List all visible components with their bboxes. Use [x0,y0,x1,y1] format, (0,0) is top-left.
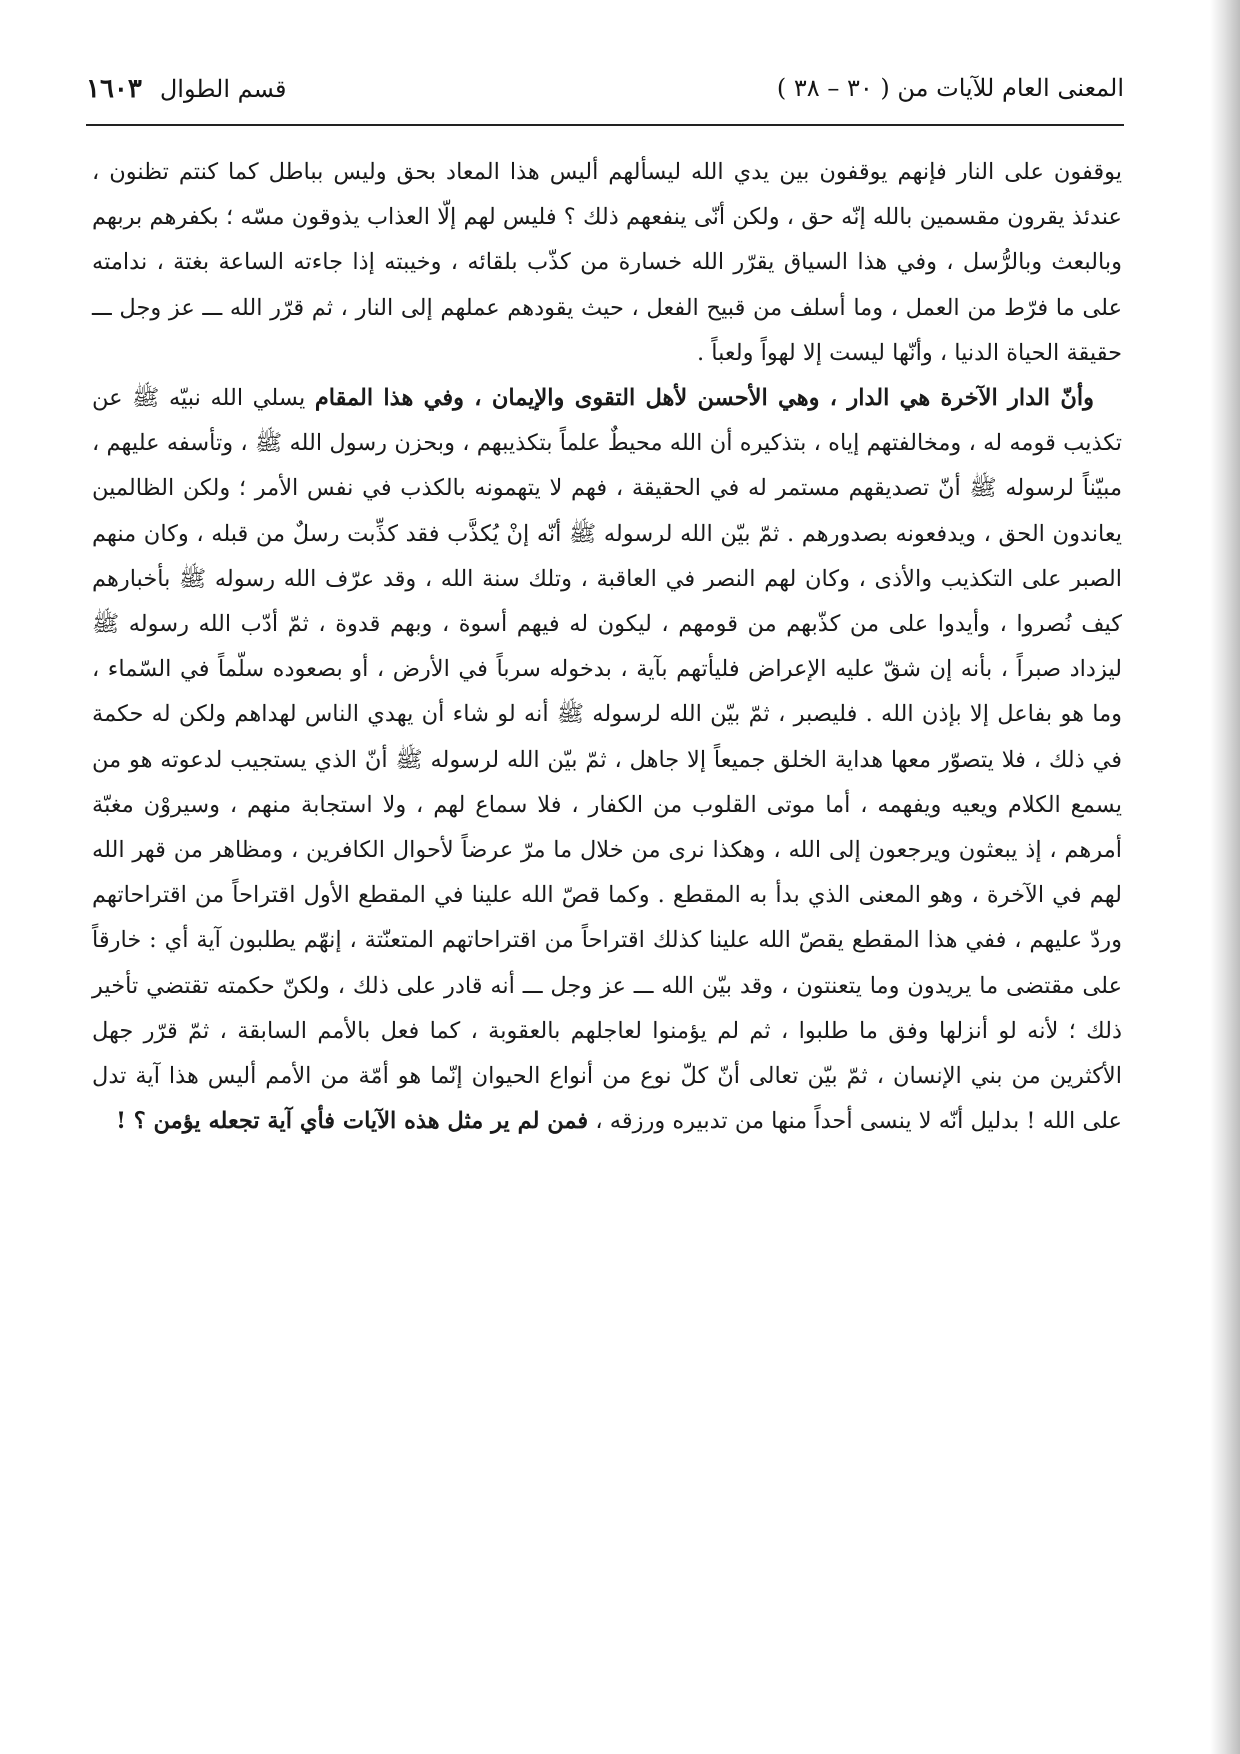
header-section-label: قسم الطوال [159,75,287,103]
paragraph-2-text: يسلي الله نبيّه ﷺ عن تكذيب قومه له ، ومخالفتهم إياه ، بتذكيره أن الله محيطٌ علماً بتكذيبهم ، وبحزن رسول الله ﷺ ، وتأسفه عليهم ، مبيّناً لرسوله ﷺ أنّ تصديقهم مستمر له في الحقيقة ، فهم لا يتهمونه بالكذب في نفس الأمر ؛ ولكن الظالمين يعاندون الحق ، ويدفعونه بصدورهم . ثمّ بيّن الله لرسوله ﷺ أنّه إنْ يُكذَّب فقد كذِّبت رسلٌ من قبله ، وكان منهم الصبر على التكذيب والأذى ، وكان لهم النصر في العاقبة ، وتلك سنة الله ، وقد عرّف الله رسوله ﷺ بأخبارهم كيف نُصروا ، وأيدوا على من كذّبهم من قومهم ، ليكون له فيهم أسوة ، وبهم قدوة ، ثمّ أدّب الله رسوله ﷺ ليزداد صبراً ، بأنه إن شقّ عليه الإعراض فليأتهم بآية ، بدخوله سرباً في الأرض ، أو بصعوده سلّماً في السّماء ، وما هو بفاعل إلا بإذن الله . فليصبر ، ثمّ بيّن الله لرسوله ﷺ أنه لو شاء أن يهدي الناس لهداهم ولكن له حكمة في ذلك ، فلا يتصوّر معها هداية الخلق جميعاً إلا جاهل ، ثمّ بيّن الله لرسوله ﷺ أنّ الذي يستجيب لدعوته هو من يسمع الكلام ويعيه ويفهمه ، أما موتى القلوب من الكفار ، فلا سماع لهم ، ولا استجابة منهم ، وسيروْن مغبّة أمرهم ، إذ يبعثون ويرجعون إلى الله ، وهكذا نرى من خلال ما مرّ عرضاً لأحوال الكافرين ، ومظاهر من قهر الله لهم في الآخرة ، وهو المعنى الذي بدأ به المقطع . وكما قصّ الله علينا في المقطع الأول اقتراحاً من اقتراحاتهم وردّ عليهم ، ففي هذا المقطع يقصّ الله علينا كذلك اقتراحاً من اقتراحاتهم المتعنّتة ، إنهّم يطلبون آية أي : خارقاً على مقتضى ما يريدون وما يتعنتون ، وقد بيّن الله ـــ عز وجل ـــ أنه قادر على ذلك ، ولكنّ حكمته تقتضي تأخير ذلك ؛ لأنه لو أنزلها وفق ما طلبوا ، ثم لم يؤمنوا لعاجلهم بالعقوبة ، كما فعل بالأمم السابقة ، ثمّ قرّر جهل الأكثرين من بني الإنسان ، ثمّ بيّن تعالى أنّ كلّ نوع من أنواع الحيوان إنّما هو أمّة من الأمم أليس هذا آية تدل على الله ! بدليل أنّه لا ينسى أحداً منها من تدبيره ورزقه ، [92,385,1122,1135]
paragraph-1: يوقفون على النار فإنهم يوقفون بين يدي الله ليسألهم أليس هذا المعاد بحق وليس بباطل كما كنتم تظنون ، عندئذ يقرون مقسمين بالله إنّه حق ، ولكن أنّى ينفعهم ذلك ؟ فليس لهم إلّا العذاب يذوقون مسّه ؛ بكفرهم بربهم وبالبعث وبالرُّسل ، وفي هذا السياق يقرّر الله خسارة من كذّب بلقائه ، وخيبته إذا جاءته الساعة بغتة ، ندامته على ما فرّط من العمل ، وما أسلف من قبيح الفعل ، حيث يقودهم عملهم إلى النار ، ثم قرّر الله ـــ عز وجل ـــ حقيقة الحياة الدنيا ، وأنّها ليست إلا لهواً ولعباً . [92,159,1122,366]
paragraph-2-bold-opening: وأنّ الدار الآخرة هي الدار ، وهي الأحسن لأهل التقوى والإيمان ، وفي هذا المقام [314,385,1094,412]
page-edge-shadow [1210,0,1240,1754]
page-body [92,150,1122,1144]
running-header [86,70,1124,114]
header-title: المعنى العام للآيات من ( ٣٠ – ٣٨ ) [776,74,1124,102]
paragraph-2 [92,376,1122,1144]
page-number: ١٦٠٣ [86,74,142,104]
header-section [86,74,287,104]
header-divider [86,124,1124,126]
paragraph-2-bold-closing: فمن لم ير مثل هذه الآيات فأي آية تجعله يؤمن ؟ ! [116,1108,589,1135]
